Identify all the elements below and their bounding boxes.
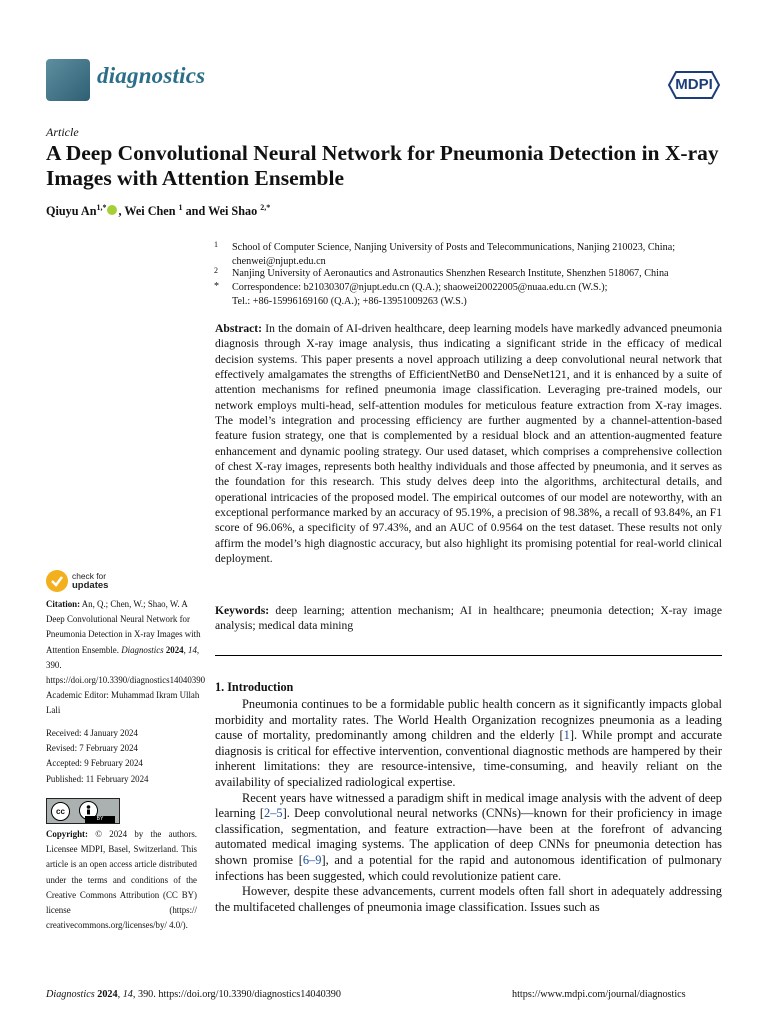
paragraph-text: ]. Deep convolutional neural networks (CNNs)—known for their proficiency in image classification, segmentation, and feature extraction—have been at the forefront of advancing automated medical imaging systems. The application of deep CNNs for pneumonia detection has shown promise [ bbox=[215, 806, 722, 867]
footer-journal: Diagnostics bbox=[46, 989, 95, 1000]
author-name: Qiuyu An bbox=[46, 204, 97, 219]
affiliation-line: School of Computer Science, Nanjing University of Posts and Telecommunications, Nanjing 210023, China; bbox=[232, 242, 676, 253]
affiliation-2: Nanjing University of Aeronautics and Astronautics Shenzhen Research Institute, Shenzhen 518067, China bbox=[232, 268, 669, 279]
keywords bbox=[215, 603, 722, 634]
author-affiliation-mark: 1 bbox=[178, 203, 183, 212]
citation-journal: Diagnostics bbox=[121, 644, 164, 655]
divider bbox=[215, 655, 722, 656]
author-affiliation-mark: 2,* bbox=[260, 203, 271, 212]
citation-label: Citation: bbox=[46, 599, 81, 609]
footer-volume: 14 bbox=[122, 989, 133, 1000]
abstract-text: In the domain of AI-driven healthcare, deep learning models have markedly advanced pneumonia diagnosis through X-ray image analysis, thus indicating a significant stride in the efficacy of medical decision systems. This paper presents a novel approach utilizing a deep convolutional neural network that effectively amalgamates the strengths of EfficientNetB0 and DenseNet121, and it is enhanced by a suite of attention mechanisms for refined pneumonia image classification. Leveraging pre-trained models, our network employs multi-head, self-attention modules for meticulous feature extraction from X-ray images. The model’s integration and processing efficiency are further augmented by a channel-attention-based feature fusion strategy, one that is complemented by a residual block and an attention-augmented feature enhancement and dynamic pooling strategy. Our used dataset, which comprises a comprehensive collection of chest X-ray images, represents both healthy individuals and those affected by pneumonia, and it serves as the foundation for this research. This study delves deep into the algorithms, architectural details, and operational intricacies of the proposed model. The empirical outcomes of our model are noteworthy, with an exceptional performance marked by an accuracy of 95.19%, a precision of 98.38%, a recall of 93.84%, an F1 score of 96.06%, a specificity of 97.43%, and an AUC of 0.9564 on the test dataset. These results not only affirm the model’s high diagnostic accuracy, but also highlight its promising potential for real-world clinical deployment. bbox=[215, 322, 722, 566]
publication-dates bbox=[46, 726, 206, 787]
paragraph bbox=[215, 791, 722, 885]
mdpi-logo-text: MDPI bbox=[675, 76, 713, 93]
correspondence-emails[interactable]: Correspondence: b21030307@njupt.edu.cn (Q.A.); shaowei20022005@nuaa.edu.cn (W.S.); bbox=[232, 282, 608, 293]
received-date: Received: 4 January 2024 bbox=[46, 728, 138, 738]
citation-text: An, Q.; Chen, W.; Shao, W. A Deep Convolutional Neural Network for Pneumonia Detection in X-ray Images with Attention Ensemble. bbox=[46, 599, 201, 655]
paper-title: A Deep Convolutional Neural Network for Pneumonia Detection in X-ray Images with Attention Ensemble bbox=[46, 141, 719, 190]
cc-by-license-badge[interactable] bbox=[46, 798, 120, 824]
keywords-label: Keywords: bbox=[215, 604, 270, 617]
paragraph bbox=[215, 697, 722, 791]
cc-icon: cc bbox=[51, 802, 70, 821]
correspondence bbox=[232, 281, 732, 309]
citation-year: 2024 bbox=[163, 644, 184, 655]
footer-separator: , bbox=[117, 989, 123, 1000]
citation-separator: , bbox=[183, 644, 188, 655]
accepted-date: Accepted: 9 February 2024 bbox=[46, 758, 143, 769]
correspondence-mark: * bbox=[214, 281, 219, 292]
check-updates-line-bold: updates bbox=[72, 580, 109, 591]
affiliation-1 bbox=[232, 241, 732, 269]
author-list bbox=[46, 203, 270, 219]
journal-logo bbox=[46, 59, 90, 101]
author-name: Wei Chen bbox=[124, 204, 176, 219]
copyright-label: Copyright: bbox=[46, 829, 88, 839]
mdpi-logo[interactable] bbox=[668, 71, 720, 99]
citation-link[interactable]: 6–9 bbox=[302, 852, 322, 867]
article-type: Article bbox=[46, 125, 79, 139]
paragraph-text: Pneumonia continues to be a formidable public health concern as it significantly impacts global morbidity and mortality rates. The World Health Organization recognizes pneumonia as a leading cause of mortality, predominantly among children and the elderly [ bbox=[215, 697, 722, 743]
academic-editor: Academic Editor: Muhammad Ikram Ullah Lali bbox=[46, 690, 200, 716]
paragraph-text: ], and a potential for the rapid and autonomous identification of pulmonary infections has been suggested, which could revolutionize patient care. bbox=[215, 852, 722, 883]
citation-doi[interactable]: , 390. https://doi.org/10.3390/diagnostics14040390 bbox=[46, 644, 206, 686]
citation-volume: 14 bbox=[188, 644, 197, 655]
footer-citation bbox=[46, 989, 341, 1000]
check-updates-line: check for bbox=[72, 571, 106, 581]
by-label: BY bbox=[85, 816, 115, 823]
affiliation-email[interactable]: chenwei@njupt.edu.cn bbox=[232, 256, 326, 267]
citation-link[interactable]: 2–5 bbox=[264, 806, 283, 821]
paragraph-text: ]. While prompt and accurate diagnosis is critical for effective intervention, conventional diagnostic methods are hampered by their inherent limitations: they are resource-intensive, time-consuming, and heavily reliant on the availability of specialized radiological expertise. bbox=[215, 728, 722, 789]
copyright-notice bbox=[46, 827, 197, 933]
author-separator: , bbox=[118, 204, 125, 219]
copyright-text: © 2024 by the authors. Licensee MDPI, Basel, Switzerland. This article is an open access article distributed under the terms and conditions of the Creative Commons Attribution (CC BY) license (https:// creativecommons.org/licenses/by/ 4.0/). bbox=[46, 829, 197, 931]
check-updates-label bbox=[72, 572, 132, 590]
affiliation-number: 2 bbox=[214, 266, 218, 275]
keywords-text: deep learning; attention mechanism; AI in healthcare; pneumonia detection; X-ray image analysis; medical data mining bbox=[215, 604, 722, 633]
orcid-icon[interactable] bbox=[107, 205, 117, 215]
check-updates-icon bbox=[46, 570, 68, 592]
introduction-body bbox=[215, 697, 722, 915]
author-affiliation-mark: 1,* bbox=[96, 203, 107, 212]
section-heading: 1. Introduction bbox=[215, 680, 294, 694]
paragraph: However, despite these advancements, current models often fall short in adequately addressing the multifaceted challenges of pneumonia image classification. Issues such as bbox=[215, 884, 722, 914]
citation-link[interactable]: 1 bbox=[563, 728, 570, 743]
citation-block bbox=[46, 597, 206, 688]
published-date: Published: 11 February 2024 bbox=[46, 773, 149, 784]
abstract-label: Abstract: bbox=[215, 322, 263, 335]
footer-journal-url[interactable]: https://www.mdpi.com/journal/diagnostics bbox=[512, 989, 686, 1000]
author-separator: and bbox=[182, 204, 209, 219]
correspondence-phones: Tel.: +86-15996169160 (Q.A.); +86-13951009263 (W.S.) bbox=[232, 296, 467, 307]
affiliation-number: 1 bbox=[214, 240, 218, 249]
revised-date: Revised: 7 February 2024 bbox=[46, 743, 138, 754]
abstract bbox=[215, 321, 722, 567]
journal-name[interactable]: diagnostics bbox=[97, 63, 206, 88]
paragraph-text: Recent years have witnessed a paradigm shift in medical image analysis with the advent of deep learning [ bbox=[215, 790, 722, 821]
footer-year: 2024 bbox=[94, 989, 118, 1000]
author-name: Wei Shao bbox=[208, 204, 258, 219]
footer-doi[interactable]: , 390. https://doi.org/10.3390/diagnostics14040390 bbox=[132, 989, 341, 1000]
